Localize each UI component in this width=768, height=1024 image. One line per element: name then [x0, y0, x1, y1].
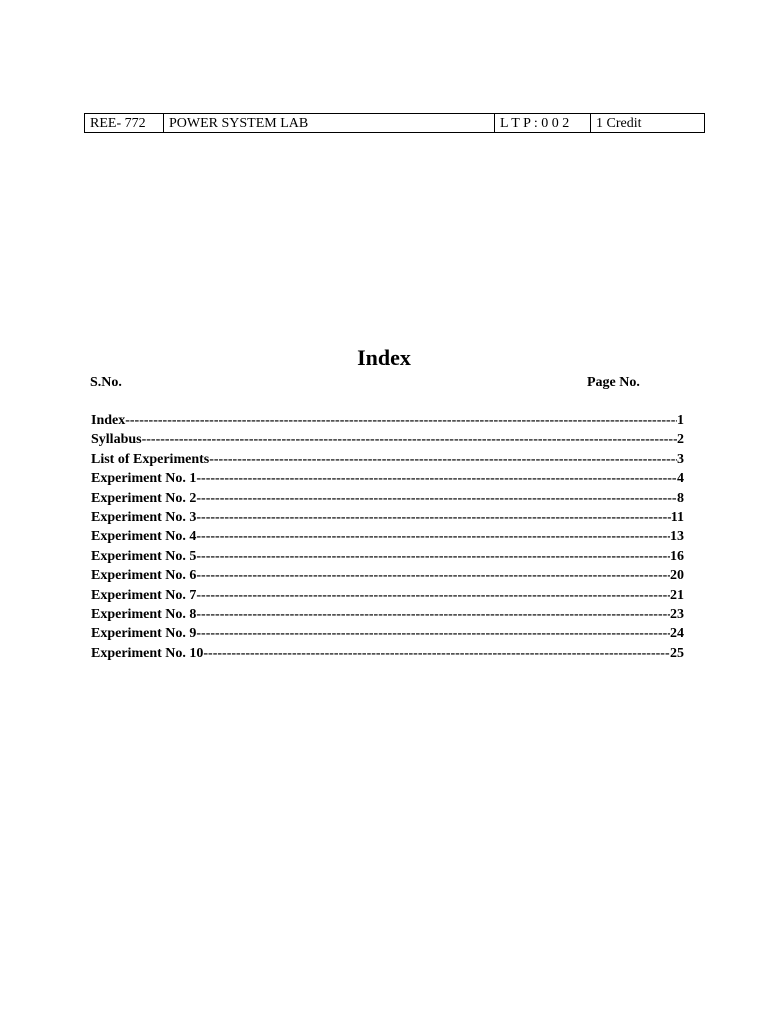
toc-entry-page: 3 [677, 451, 684, 467]
toc-entry-page: 25 [670, 645, 684, 661]
toc-entry-page: 24 [670, 626, 684, 642]
index-title: Index [357, 345, 411, 370]
sno-heading: S.No. [90, 375, 122, 390]
course-code-cell: REE- 772 [85, 114, 164, 133]
toc-entry-syllabus[interactable] [91, 431, 684, 450]
toc-entry-page: 16 [670, 548, 684, 564]
toc-entry-label: Experiment No. 9 [91, 626, 197, 642]
course-title-cell: POWER SYSTEM LAB [164, 114, 495, 133]
toc-entry-label: Experiment No. 6 [91, 568, 197, 584]
toc-entry-index[interactable] [91, 412, 684, 431]
toc-entry-page: 20 [670, 568, 684, 584]
toc-entry-label: Experiment No. 2 [91, 490, 197, 506]
dot-leader [203, 645, 670, 663]
toc-entry-label: Experiment No. 7 [91, 587, 197, 603]
dot-leader [196, 625, 670, 643]
toc-entry-label: Experiment No. 8 [91, 606, 197, 622]
toc-entry-experiment-9[interactable] [91, 625, 684, 644]
toc-entry-experiment-2[interactable] [91, 490, 684, 509]
toc-entry-page: 2 [677, 432, 684, 448]
dot-leader [196, 528, 670, 546]
toc-entry-page: 21 [670, 587, 684, 603]
credit-cell: 1 Credit [591, 114, 705, 133]
page-no-heading: Page No. [587, 375, 640, 390]
toc-entry-label: Index [91, 413, 126, 428]
toc-entry-label: Syllabus [91, 432, 142, 448]
dot-leader [196, 567, 670, 585]
toc-entry-page: 13 [670, 529, 684, 545]
dot-leader [196, 587, 670, 605]
toc-entry-page: 1 [677, 413, 684, 428]
toc-entry-list-of-experiments[interactable] [91, 451, 684, 470]
toc-entry-label: Experiment No. 1 [91, 471, 197, 487]
toc-entry-experiment-10[interactable] [91, 645, 684, 664]
dot-leader [196, 470, 677, 488]
dot-leader [209, 451, 677, 469]
table-of-contents [91, 412, 684, 664]
toc-entry-label: Experiment No. 10 [91, 645, 204, 661]
toc-entry-page: 11 [670, 509, 684, 525]
toc-entry-experiment-6[interactable] [91, 567, 684, 586]
dot-leader [196, 509, 670, 527]
toc-entry-label: Experiment No. 3 [91, 509, 197, 525]
toc-entry-experiment-7[interactable] [91, 587, 684, 606]
toc-entry-experiment-5[interactable] [91, 548, 684, 567]
toc-entry-page: 8 [677, 490, 684, 506]
ltp-cell: L T P : 0 0 2 [495, 114, 591, 133]
toc-entry-label: Experiment No. 5 [91, 548, 197, 564]
toc-entry-label: Experiment No. 4 [91, 529, 197, 545]
toc-entry-page: 4 [677, 471, 684, 487]
toc-entry-label: List of Experiments [91, 451, 210, 467]
toc-entry-experiment-3[interactable] [91, 509, 684, 528]
toc-entry-experiment-1[interactable] [91, 470, 684, 489]
toc-entry-page: 23 [670, 606, 684, 622]
dot-leader [196, 548, 670, 566]
dot-leader [196, 490, 677, 508]
course-header-row [85, 114, 705, 133]
course-header-table [84, 113, 705, 133]
dot-leader [142, 431, 677, 449]
toc-entry-experiment-8[interactable] [91, 606, 684, 625]
toc-entry-experiment-4[interactable] [91, 528, 684, 547]
dot-leader [125, 412, 677, 430]
dot-leader [196, 606, 670, 624]
